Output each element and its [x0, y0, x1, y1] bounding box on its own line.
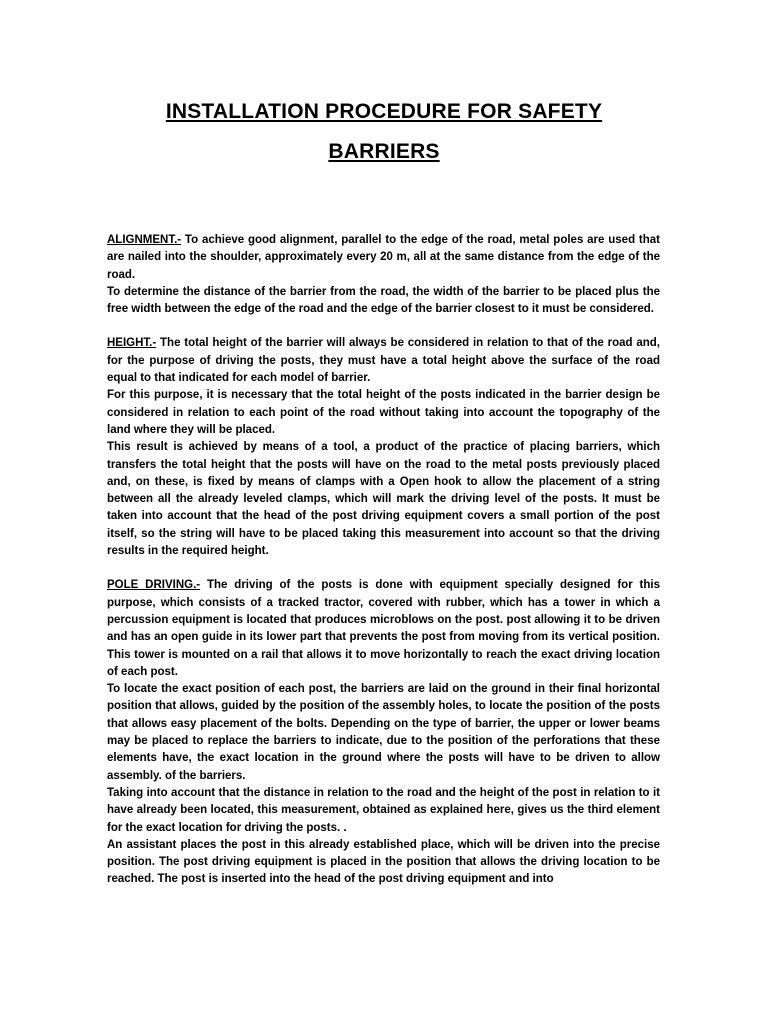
section-lead-text: The total height of the barrier will always be considered in relation to that of the road and, for the purpose of driving the posts, they must have a total height above the surface of the road equal to that indicated for each model of barrier.: [107, 337, 660, 385]
title-line-2: BARRIERS: [328, 140, 440, 163]
paragraph: Taking into account that the distance in relation to the road and the height of the post in relation to it have already been located, this measurement, obtained as explained here, gives us the third element for the exact location for driving the posts. .: [107, 786, 660, 834]
section-lead-paragraph: [107, 577, 660, 681]
section-pole-driving: [107, 577, 660, 888]
section-lead-paragraph: [107, 335, 660, 387]
section-alignment: [107, 232, 660, 318]
document-title: [0, 92, 768, 172]
document-body: [107, 232, 660, 906]
section-height: [107, 335, 660, 560]
section-heading: POLE DRIVING.-: [107, 579, 201, 592]
section-heading: ALIGNMENT.-: [107, 234, 182, 246]
paragraph: For this purpose, it is necessary that the total height of the posts indicated in the barrier design be considered in relation to each point of the road without taking into account the topography of the land where they will be placed.: [107, 389, 660, 436]
section-lead-text: The driving of the posts is done with equipment specially designed for this purpose, which consists of a tracked tractor, covered with rubber, which has a tower in which a percussion equipment is located that produces microblows on the post. post allowing it to be driven and has an open guide in its lower part that prevents the post from moving from its vertical position. This tower is mounted on a rail that allows it to move horizontally to reach the exact driving location of each post.: [107, 579, 660, 678]
paragraph: An assistant places the post in this already established place, which will be driven into the precise position. The post driving equipment is placed in the position that allows the driving location to be reached. The post is inserted into the head of the post driving equipment and into: [107, 838, 660, 886]
section-heading: HEIGHT.-: [107, 337, 157, 350]
paragraph: This result is achieved by means of a tool, a product of the practice of placing barriers, which transfers the total height that the posts will have on the road to the metal posts previously placed and, on these, is fixed by means of clamps with a Open hook to allow the placement of a string between all the already leveled clamps, which will mark the driving level of the posts. It must be taken into account that the head of the post driving equipment covers a small portion of the post itself, so the string will have to be placed taking this measurement into account so that the driving results in the required height.: [107, 441, 660, 558]
paragraph: To determine the distance of the barrier from the road, the width of the barrier to be placed plus the free width between the edge of the road and the edge of the barrier closest to it must be considered.: [107, 285, 660, 316]
section-lead-text: To achieve good alignment, parallel to the edge of the road, metal poles are used that are nailed into the shoulder, approximately every 20 m, all at the same distance from the edge of the road.: [107, 234, 660, 281]
section-lead-paragraph: [107, 232, 660, 284]
title-line-1: INSTALLATION PROCEDURE FOR SAFETY: [165, 100, 603, 123]
paragraph: To locate the exact position of each post, the barriers are laid on the ground in their final horizontal position that allows, guided by the position of the assembly holes, to locate the position of the posts that allows easy placement of the bolts. Depending on the type of barrier, the upper or lower beams may be placed to replace the barriers to indicate, due to the position of the perforations that these elements have, the exact location in the ground where the posts will have to be driven to allow assembly. of the barriers.: [107, 683, 660, 782]
